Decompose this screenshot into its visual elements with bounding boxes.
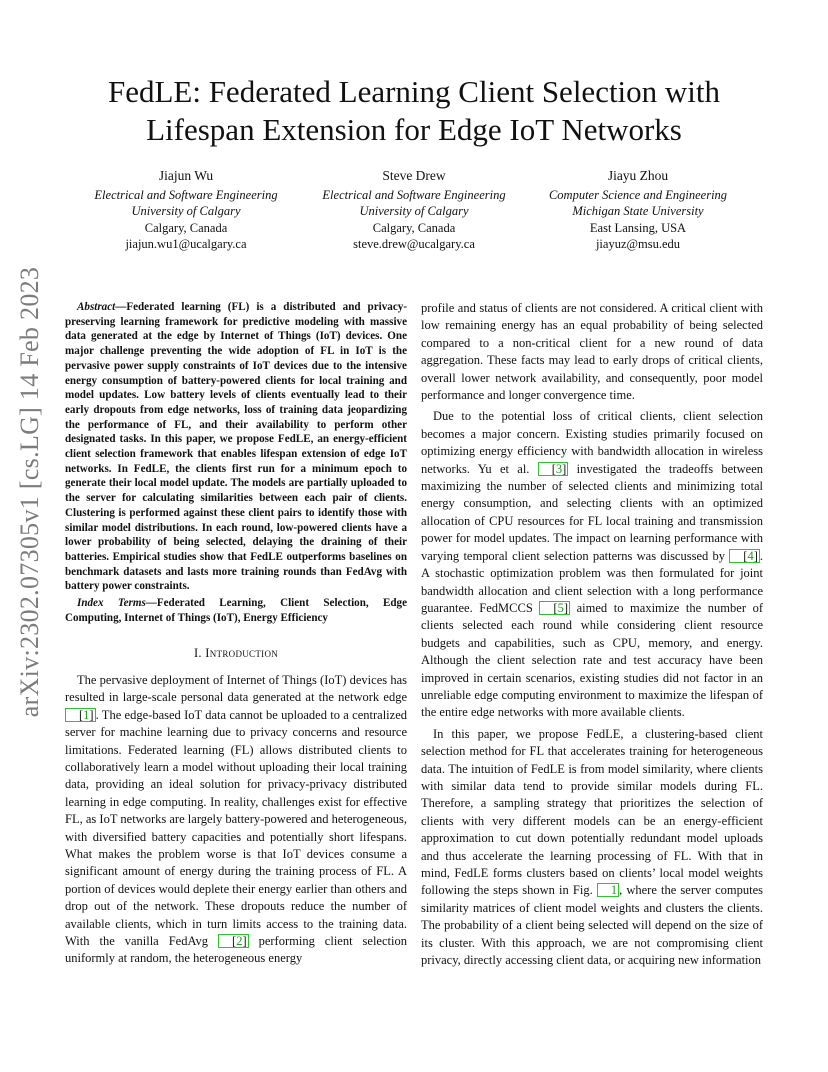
left-column xyxy=(65,300,407,968)
title-line-1: FedLE: Federated Learning Client Selection with xyxy=(107,74,721,109)
arxiv-side-stamp: arXiv:2302.07305v1 [cs.LG] 14 Feb 2023 xyxy=(15,266,44,718)
author-department: Electrical and Software Engineering xyxy=(94,187,278,202)
citation-link[interactable]: [2] xyxy=(218,934,249,948)
citation-link[interactable]: [5] xyxy=(539,601,570,615)
paragraph-text: aimed to maximize the number of clients selected each round while considering client resource budgets and capabilities, such as CPU, memory, and energy. Although the client selection rate and test accuracy have been improved in certain scenarios, existing studies did not factor in an unreliable edge computing environment to maximize the lifespan of the entire edge networks with more available clients. xyxy=(421,600,763,720)
section-heading-introduction xyxy=(65,645,407,662)
paragraph-text: In this paper, we propose FedLE, a clustering-based client selection method for FL that accelerates training for heterogeneous data. The intuition of FedLE is from model similarity, where clients with similar data tend to provide similar models during FL. Therefore, a sampling strategy that prioritizes the selection of clients with very different models can be an energy-efficient approximation to cut down potentially redundant model uploads and thus accelerate the learning processing of FL. With that in mind, FedLE forms clusters based on clients’ local model weights following the steps shown in Fig. xyxy=(421,726,763,898)
author-email: steve.drew@ucalgary.ca xyxy=(353,237,475,251)
abstract xyxy=(65,300,407,594)
intro-paragraph-2: profile and status of clients are not considered. A critical client with low remaining energy has an equal probability of being selected compared to a non-critical client for a new round of data aggregation. These facts may lead to early drops of critical clients, overall lower network availability, and consequently, poor model performance and longer convergence time. xyxy=(421,301,763,403)
author-email: jiajun.wu1@ucalgary.ca xyxy=(125,237,247,251)
paragraph-text: Due to the potential loss of critical clients, client selection becomes a major concern. Existing studies primarily focused on optimizing energy efficiency with bandwidth allocation in wireless networks. Yu et al. xyxy=(421,409,763,476)
author-location: Calgary, Canada xyxy=(144,220,228,235)
author-email: jiayuz@msu.edu xyxy=(595,237,681,251)
citation-number: 3 xyxy=(555,461,563,476)
paragraph-text: , where the server computes similarity matrices of client model weights and clusters the clients. The probability of a client being selected will depend on the size of its cluster. With this approach, we are not compromising client privacy, directly accessing client data, or acquiring new information xyxy=(421,883,763,968)
author-university: University of Calgary xyxy=(131,204,241,218)
paper-title xyxy=(40,73,788,149)
figure-number: 1 xyxy=(610,883,618,898)
index-terms-label: Index Terms xyxy=(77,597,146,610)
section-title: Introduction xyxy=(205,646,279,661)
figure-link[interactable] xyxy=(597,883,619,897)
paragraph-text: . A stochastic optimization problem was then formulated for joint bandwidth allocation and client selection with a long performance guarantee. FedMCCS xyxy=(421,548,763,615)
author-block-2 xyxy=(284,168,544,253)
author-department: Computer Science and Engineering xyxy=(548,187,728,202)
intro-paragraph-4 xyxy=(421,726,763,970)
title-line-2: Lifespan Extension for Edge IoT Networks xyxy=(146,112,682,147)
paragraph-text: investigated the tradeoffs between maximizing the number of selected clients and minimizing total energy consumption, and selecting clients with an optimized allocation of CPU resources for FL local training and transmission power for model updates. The impact on learning performance with varying temporal client selection patterns was discussed by xyxy=(421,461,763,563)
section-number: I. xyxy=(193,646,206,661)
citation-link[interactable]: [1] xyxy=(65,708,96,722)
abstract-text: —Federated learning (FL) is a distributed and privacy-preserving learning framework for predictive modeling with massive data generated at the edge by Internet of Things (IoT) devices. One major challenge preventing the wide adoption of FL in IoT is the pervasive power supply constraints of IoT devices due to the intensive energy consumption of battery-powered clients for local training and model updates. Low battery levels of clients eventually lead to their early dropouts from edge networks, loss of training data jeopardizing the performance of FL, and their availability to perform other designated tasks. In this paper, we propose FedLE, an energy-efficient client selection framework that enables lifespan extension of edge IoT networks. In FedLE, the clients first run for a minimum epoch to generate their local model update. The models are partially uploaded to the server for calculating similarities between each pair of clients. Clustering is performed against these client pairs to identify those with similar model distributions. In each round, low-powered clients have a lower probability of being selected, delaying the draining of their batteries. Empirical studies show that FedLE outperforms baselines on benchmark datasets and lasts more training rounds than FedAvg with battery power constraints. xyxy=(65,301,407,593)
author-block-1 xyxy=(56,168,316,253)
citation-number: 1 xyxy=(83,707,90,722)
intro-paragraph-1 xyxy=(65,672,407,968)
author-location: East Lansing, USA xyxy=(589,220,687,235)
citation-number: 4 xyxy=(747,548,754,563)
citation-number: 5 xyxy=(557,600,564,615)
abstract-label: Abstract xyxy=(77,301,116,313)
right-column xyxy=(421,300,763,969)
paragraph-text: performing client selection uniformly at random, the heterogeneous energy xyxy=(65,933,407,966)
index-terms xyxy=(65,596,407,625)
index-terms-text: —Federated Learning, Client Selection, Edge Computing, Internet of Things (IoT), Energy Efficiency xyxy=(65,597,407,624)
author-block-3 xyxy=(508,168,768,253)
paragraph-text: . The edge-based IoT data cannot be uploaded to a centralized server for machine learning due to privacy concerns and resource limitations. Federated learning (FL) allows distributed clients to collaboratively learn a model without uploading their local training data, providing an ideal solution for privacy-privacy distributed learning in edge computing. In reality, challenges exist for effective FL, as IoT networks are largely battery-powered and heterogeneous, with diversified battery capacities and potentially short lifespans. What makes the problem worse is that IoT devices consume a significant amount of energy during the training process of FL. A portion of devices would deplete their energy earlier than others and drop out of the network. These dropouts reduce the number of available clients, which in turn limits access to the training data. With the vanilla FedAvg xyxy=(65,707,407,948)
author-name: Jiayu Zhou xyxy=(607,168,669,183)
author-name: Jiajun Wu xyxy=(158,168,214,183)
paragraph-text: The pervasive deployment of Internet of Things (IoT) devices has resulted in large-scale personal data generated at the network edge xyxy=(65,672,407,705)
author-university: Michigan State University xyxy=(572,204,704,218)
author-name: Steve Drew xyxy=(382,168,446,183)
intro-paragraph-3 xyxy=(421,408,763,721)
author-department: Electrical and Software Engineering xyxy=(322,187,506,202)
author-university: University of Calgary xyxy=(359,204,469,218)
citation-link[interactable]: [4] xyxy=(729,549,760,563)
author-location: Calgary, Canada xyxy=(372,220,456,235)
citation-number: 2 xyxy=(236,933,243,948)
citation-link[interactable]: [3] xyxy=(538,462,569,476)
